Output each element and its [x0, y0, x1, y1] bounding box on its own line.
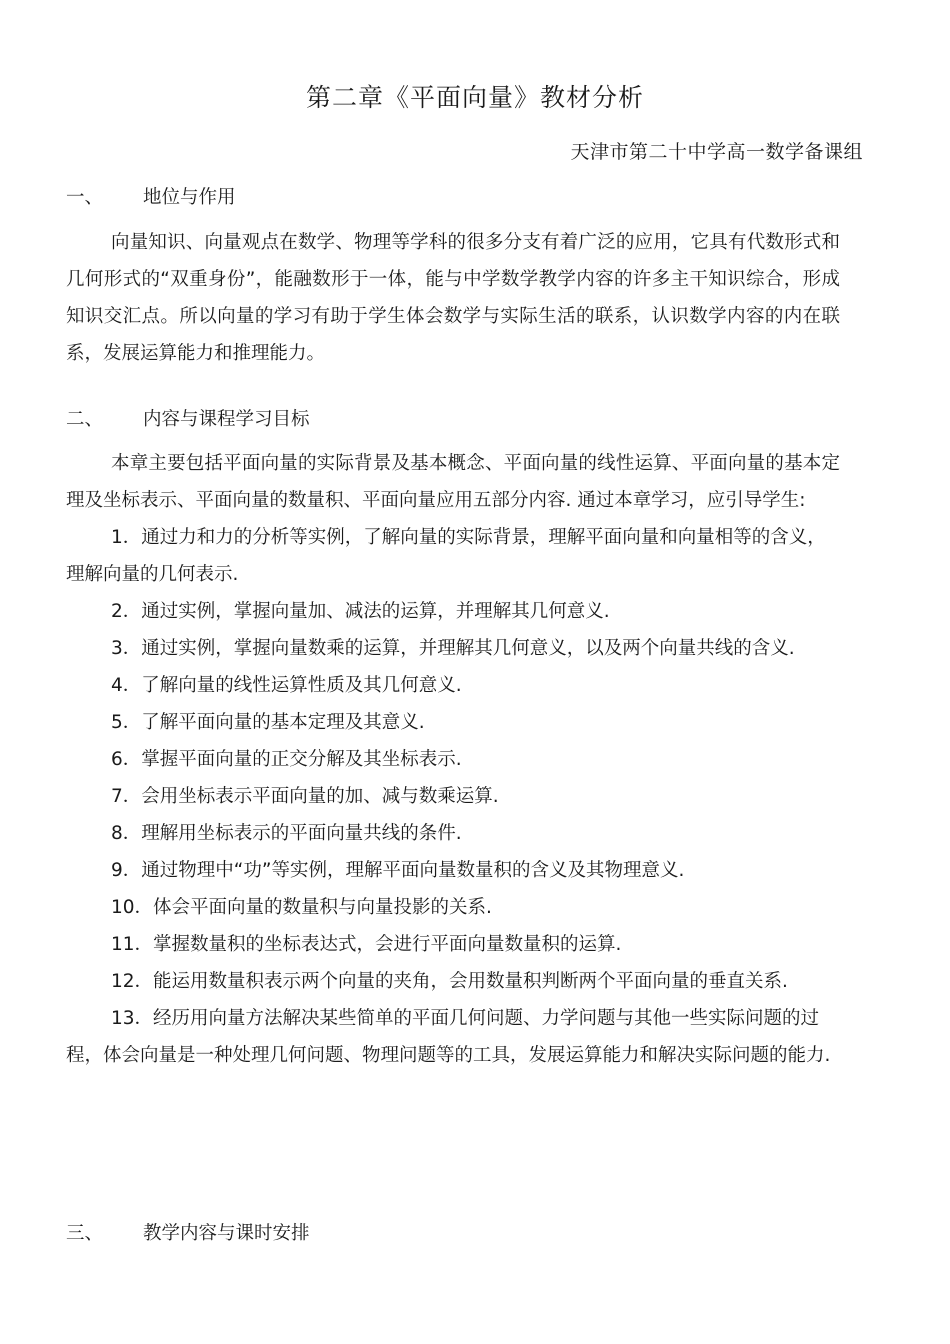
section-number: 二、: [66, 409, 104, 430]
paragraph: 本章主要包括平面向量的实际背景及基本概念、平面向量的线性运算、平面向量的基本定理及坐标表示、平面向量的数量积、平面向量应用五部分内容. 通过本章学习，应引导学生:: [66, 453, 840, 511]
section-number: 一、: [66, 187, 104, 208]
section-number: 三、: [66, 1223, 104, 1244]
section-2-body: [66, 445, 840, 1074]
section-title: 地位与作用: [143, 187, 236, 208]
list-item: 9．通过物理中“功”等实例，理解平面向量数量积的含义及其物理意义.: [111, 860, 685, 881]
list-item: 4．了解向量的线性运算性质及其几何意义.: [111, 675, 462, 696]
section-1-heading: [66, 183, 236, 209]
list-item: 13．经历用向量方法解决某些简单的平面几何问题、力学问题与其他一些实际问题的过程，体会向量是一种处理几何问题、物理问题等的工具，发展运算能力和解决实际问题的能力.: [66, 1008, 831, 1066]
list-item: 6．掌握平面向量的正交分解及其坐标表示.: [111, 749, 462, 770]
section-3-heading: [66, 1219, 310, 1245]
list-item: 1．通过力和力的分析等实例，了解向量的实际背景，理解平面向量和向量相等的含义，理解向量的几何表示.: [66, 527, 826, 585]
document-title: 第二章《平面向量》教材分析: [305, 83, 644, 112]
section-2-heading: [66, 405, 310, 431]
list-item: 8．理解用坐标表示的平面向量共线的条件.: [111, 823, 462, 844]
paragraph: 向量知识、向量观点在数学、物理等学科的很多分支有着广泛的应用，它具有代数形式和几何形式的“双重身份”，能融数形于一体，能与中学数学教学内容的许多主干知识综合，形成知识交汇点。所以向量的学习有助于学生体会数学与实际生活的联系，认识数学内容的内在联系，发展运算能力和推理能力。: [66, 232, 840, 364]
list-item: 7．会用坐标表示平面向量的加、减与数乘运算.: [111, 786, 499, 807]
list-item: 11．掌握数量积的坐标表达式，会进行平面向量数量积的运算.: [111, 934, 622, 955]
list-item: 12．能运用数量积表示两个向量的夹角，会用数量积判断两个平面向量的垂直关系.: [111, 971, 788, 992]
list-item: 5．了解平面向量的基本定理及其意义.: [111, 712, 425, 733]
author-line: 天津市第二十中学高一数学备课组: [570, 141, 863, 163]
section-title: 教学内容与课时安排: [143, 1223, 310, 1244]
list-item: 3．通过实例，掌握向量数乘的运算，并理解其几何意义，以及两个向量共线的含义.: [111, 638, 795, 659]
section-1-body: [66, 224, 840, 372]
list-item: 2．通过实例，掌握向量加、减法的运算，并理解其几何意义.: [111, 601, 610, 622]
list-item: 10．体会平面向量的数量积与向量投影的关系.: [111, 897, 492, 918]
section-title: 内容与课程学习目标: [143, 409, 310, 430]
